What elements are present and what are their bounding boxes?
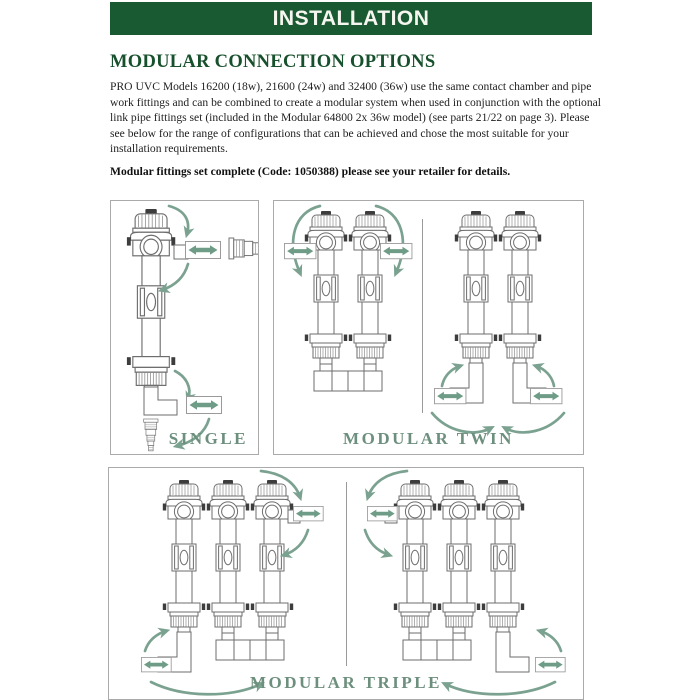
banner-title: INSTALLATION xyxy=(272,6,430,30)
rotate-arrow-icon xyxy=(145,631,166,651)
u-link-pipe xyxy=(314,364,382,391)
uvc-unit-drawing xyxy=(305,211,391,366)
slide-arrow-icon xyxy=(186,242,221,259)
installation-banner xyxy=(110,2,592,35)
uvc-unit-drawing xyxy=(394,480,524,635)
slide-arrow-icon xyxy=(434,388,466,403)
slide-arrow-icon xyxy=(293,506,323,520)
rotate-arrow-icon xyxy=(162,264,188,290)
single-diagram xyxy=(111,201,258,454)
page-title: MODULAR CONNECTION OPTIONS xyxy=(110,52,436,72)
rotate-arrow-icon xyxy=(365,530,389,555)
elbow-fitting xyxy=(496,632,529,672)
rotate-arrow-icon xyxy=(536,366,554,386)
uvc-unit-drawing xyxy=(163,480,293,635)
elbow-fitting xyxy=(144,387,177,415)
slide-arrow-icon xyxy=(187,397,222,414)
uvc-unit-drawing xyxy=(455,211,541,366)
slide-arrow-icon xyxy=(367,506,397,520)
rotate-arrow-icon xyxy=(169,206,188,234)
rotate-arrow-icon xyxy=(442,366,460,386)
slide-arrow-icon xyxy=(284,243,316,258)
uvc-unit-drawing xyxy=(127,209,175,395)
hose-tail-fitting xyxy=(229,238,258,259)
slide-arrow-icon xyxy=(380,243,412,258)
triple-diagram xyxy=(109,468,583,699)
slide-arrow-icon xyxy=(535,657,565,671)
twin-caption: MODULAR TWIN xyxy=(343,429,514,448)
u-link-pipe xyxy=(216,633,284,660)
triple-diagram-panel xyxy=(108,467,584,700)
single-caption: SINGLE xyxy=(168,429,248,448)
slide-arrow-icon xyxy=(530,388,562,403)
twin-diagram xyxy=(274,201,583,454)
rotate-arrow-icon xyxy=(284,530,308,555)
rotate-arrow-icon xyxy=(540,631,561,651)
fittings-note: Modular fittings set complete (Code: 1050388) please see your retailer for details. xyxy=(110,165,511,178)
single-diagram-panel xyxy=(110,200,259,455)
u-link-pipe xyxy=(403,633,471,660)
intro-paragraph: PRO UVC Models 16200 (18w), 21600 (24w) and 32400 (36w) use the same contact chamber and pipe work fittings and can be combined to create a modular system when used in conjunction with the optional link pipe fittings set (included in the Modular 64800 2x 36w model) (see parts 21/22 on page 3). Please see below for the range of configurations that can be achieved and chose the most suitable for your installation requirements. xyxy=(110,80,602,156)
triple-caption: MODULAR TRIPLE xyxy=(250,673,442,692)
rotate-arrow-icon xyxy=(175,371,189,399)
twin-diagram-panel xyxy=(273,200,584,455)
hose-tail-fitting xyxy=(144,419,158,451)
slide-arrow-icon xyxy=(141,657,171,671)
